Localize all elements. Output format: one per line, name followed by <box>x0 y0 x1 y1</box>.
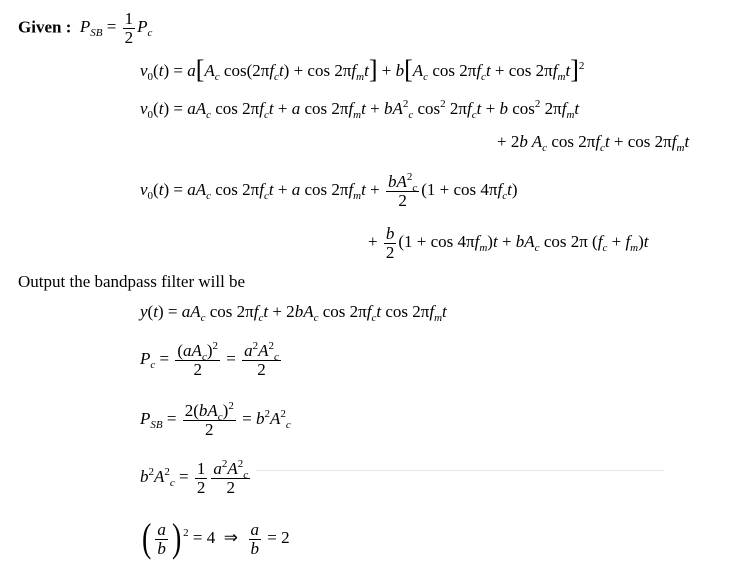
given-label: Given : <box>18 17 72 37</box>
equation-power-relation: $b^2A^2_c$ = $\frac{1}{2}$ $\frac{a^2A^2_c}{2}$ <box>140 457 249 497</box>
equation-carrier-power: $P_c$ = $\frac{(aA_c)^2}{2}$ = $\frac{a^2A^2_c}{2}$ <box>140 339 279 379</box>
faint-divider-line <box>256 470 664 471</box>
equation-output: $y(t) = aA_c$ $\cos 2\pi f_ct + 2bA_c$ $\cos 2\pi f_ct$ $\cos 2\pi f_mt$ <box>140 302 447 324</box>
equation-v0-cross-term: + 2b $A_c$ $\cos 2\pi f_ct + \cos 2\pi f_mt$ <box>497 132 690 154</box>
equation-v0-simplified: $v_0(t) = aA_c$ $\cos 2\pi f_ct + a$ $\cos 2\pi f_mt$ + $\frac{bA^2_c}{2}$ $(1 + \cos 4\pi f_ct)$ <box>140 170 518 210</box>
equation-v0-squared: $v_0(t) = aA_c$ $\cos 2\pi f_ct + a$ $\cos 2\pi f_mt + bA^2_c$ $\cos^2 2\pi f_ct + b$ $\cos^2 2\pi f_mt$ <box>140 98 580 121</box>
equation-sideband-power: $P_{SB}$ = $\frac{2(bA_c)^2}{2}$ = $b^2A^2_c$ <box>140 399 291 439</box>
equation-v0-remaining-terms: + $\frac{b}{2}$ $(1 + \cos 4\pi f_m)t + bA_c$ cos 2π $(f_c + f_m)t$ <box>368 223 649 262</box>
given-equation: $P_{SB}$ = $\frac{1}{2}$ $P_c$ <box>79 9 153 47</box>
given-line <box>18 10 152 47</box>
equation-v0-expansion: $v_0(t) = a[A_c$ $\cos(2\pi f_ct) + \cos 2\pi f_mt] + b[A_c$ $\cos 2\pi f_ct + \cos 2\pi f_mt]^2$ <box>140 55 585 84</box>
output-heading: Output the bandpass filter will be <box>18 272 246 291</box>
equation-ratio-result: ( $\frac{a}{b}$ ) $^2$ = 4 ⇒ $\frac{a}{b}$ = 2 <box>141 515 290 560</box>
